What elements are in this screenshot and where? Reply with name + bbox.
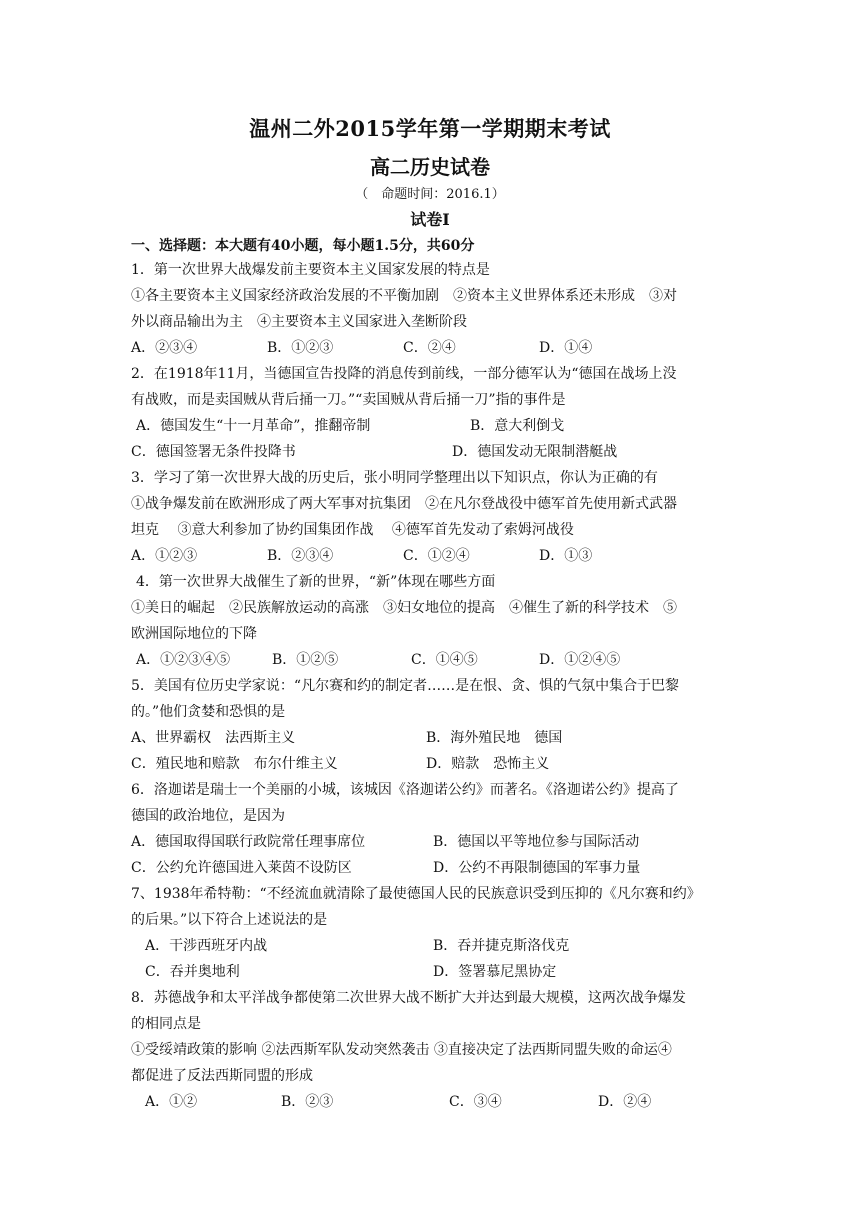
question-5-option-b: B．海外殖民地 德国 <box>426 730 563 746</box>
question-4-option-b: B．①②⑤ <box>272 652 339 668</box>
question-4-text: 欧洲国际地位的下降 <box>131 626 257 642</box>
question-6-option-b: B．德国以平等地位参与国际活动 <box>433 834 640 850</box>
question-3-text: 坦克 ③意大利参加了协约国集团作战 ④德军首先发动了索姆河战役 <box>131 522 574 538</box>
exam-subtitle: 高二历史试卷 <box>370 155 490 179</box>
question-8-option-c: C．③④ <box>449 1094 502 1110</box>
question-1-option-b: B．①②③ <box>267 340 334 356</box>
question-4-option-d: D．①②④⑤ <box>539 652 621 668</box>
question-5-text: 的。”他们贪婪和恐惧的是 <box>131 704 286 720</box>
question-2-text: 有战败，而是卖国贼从背后捅一刀。”“卖国贼从背后捅一刀”指的事件是 <box>131 392 566 408</box>
question-6-text: 德国的政治地位，是因为 <box>131 808 285 824</box>
question-8-text: 都促进了反法西斯同盟的形成 <box>131 1068 313 1084</box>
question-1-option-a: A．②③④ <box>131 340 198 356</box>
question-8-text: ①受绥靖政策的影响 ②法西斯军队发动突然袭击 ③直接决定了法西斯同盟失败的命运④ <box>131 1042 672 1058</box>
question-2-option-b: B．意大利倒戈 <box>470 418 565 434</box>
question-1-text: ①各主要资本主义国家经济政治发展的不平衡加剧 ②资本主义世界体系还未形成 ③对 <box>131 288 677 304</box>
question-3-option-b: B．②③④ <box>267 548 334 564</box>
question-6-stem: 6．洛迦诺是瑞士一个美丽的小城，该城因《洛迦诺公约》而著名。《洛迦诺公约》提高了 <box>131 782 679 798</box>
question-8-stem: 8．苏德战争和太平洋战争都使第二次世界大战不断扩大并达到最大规模，这两次战争爆发 <box>131 990 686 1006</box>
question-7-option-c: C．吞并奥地利 <box>145 964 240 980</box>
question-4-option-c: C．①④⑤ <box>411 652 478 668</box>
question-1-text: 外以商品输出为主 ④主要资本主义国家进入垄断阶段 <box>131 314 467 330</box>
question-6-option-c: C．公约允许德国进入莱茵不设防区 <box>131 860 352 876</box>
question-5-option-c: C．殖民地和赔款 布尔什维主义 <box>131 756 338 772</box>
question-1-stem: 1．第一次世界大战爆发前主要资本主义国家发展的特点是 <box>131 262 490 278</box>
exam-time-note: （ 命题时间：2016.1） <box>355 187 505 202</box>
question-3-option-a: A．①②③ <box>131 548 198 564</box>
question-2-stem: 2．在1918年11月，当德国宣告投降的消息传到前线，一部分德军认为“德国在战场上没 <box>131 366 677 382</box>
question-4-option-a: A．①②③④⑤ <box>136 652 231 668</box>
section-heading: 一、选择题：本大题有40小题，每小题1.5分，共60分 <box>131 238 475 254</box>
question-6-option-a: A．德国取得国联行政院常任理事席位 <box>131 834 366 850</box>
paper-label: 试卷Ⅰ <box>410 210 450 229</box>
exam-title: 温州二外2015学年第一学期期末考试 <box>249 116 611 141</box>
question-4-text: ①美日的崛起 ②民族解放运动的高涨 ③妇女地位的提高 ④催生了新的科学技术 ⑤ <box>131 600 677 616</box>
question-2-option-c: C．德国签署无条件投降书 <box>131 444 296 460</box>
question-7-text: 的后果。”以下符合上述说法的是 <box>131 912 328 928</box>
question-8-option-d: D．②④ <box>598 1094 652 1110</box>
question-8-text: 的相同点是 <box>131 1016 201 1032</box>
question-7-stem: 7、1938年希特勒：“不经流血就清除了最使德国人民的民族意识受到压抑的《凡尔赛和约》 <box>131 886 701 902</box>
question-7-option-b: B．吞并捷克斯洛伐克 <box>433 938 570 954</box>
question-7-option-d: D．签署慕尼黑协定 <box>433 964 557 980</box>
question-1-option-d: D．①④ <box>539 340 593 356</box>
question-3-stem: 3．学习了第一次世界大战的历史后，张小明同学整理出以下知识点，你认为正确的有 <box>131 470 658 486</box>
question-3-option-d: D．①③ <box>539 548 593 564</box>
question-4-stem: 4．第一次世界大战催生了新的世界，“新”体现在哪些方面 <box>136 574 496 590</box>
question-2-option-a: A．德国发生“十一月革命”，推翻帝制 <box>136 418 371 434</box>
question-5-stem: 5．美国有位历史学家说：“凡尔赛和约的制定者……是在恨、贪、惧的气氛中集合于巴黎 <box>131 678 680 694</box>
question-1-option-c: C．②④ <box>403 340 456 356</box>
question-8-option-b: B．②③ <box>281 1094 334 1110</box>
question-3-text: ①战争爆发前在欧洲形成了两大军事对抗集团 ②在凡尔登战役中德军首先使用新式武器 <box>131 496 677 512</box>
question-5-option-d: D．赔款 恐怖主义 <box>426 756 550 772</box>
question-3-option-c: C．①②④ <box>403 548 470 564</box>
question-2-option-d: D．德国发动无限制潜艇战 <box>452 444 618 460</box>
question-8-option-a: A．①② <box>145 1094 198 1110</box>
question-6-option-d: D．公约不再限制德国的军事力量 <box>433 860 641 876</box>
question-7-option-a: A．干涉西班牙内战 <box>145 938 268 954</box>
question-5-option-a: A、世界霸权 法西斯主义 <box>131 730 296 746</box>
